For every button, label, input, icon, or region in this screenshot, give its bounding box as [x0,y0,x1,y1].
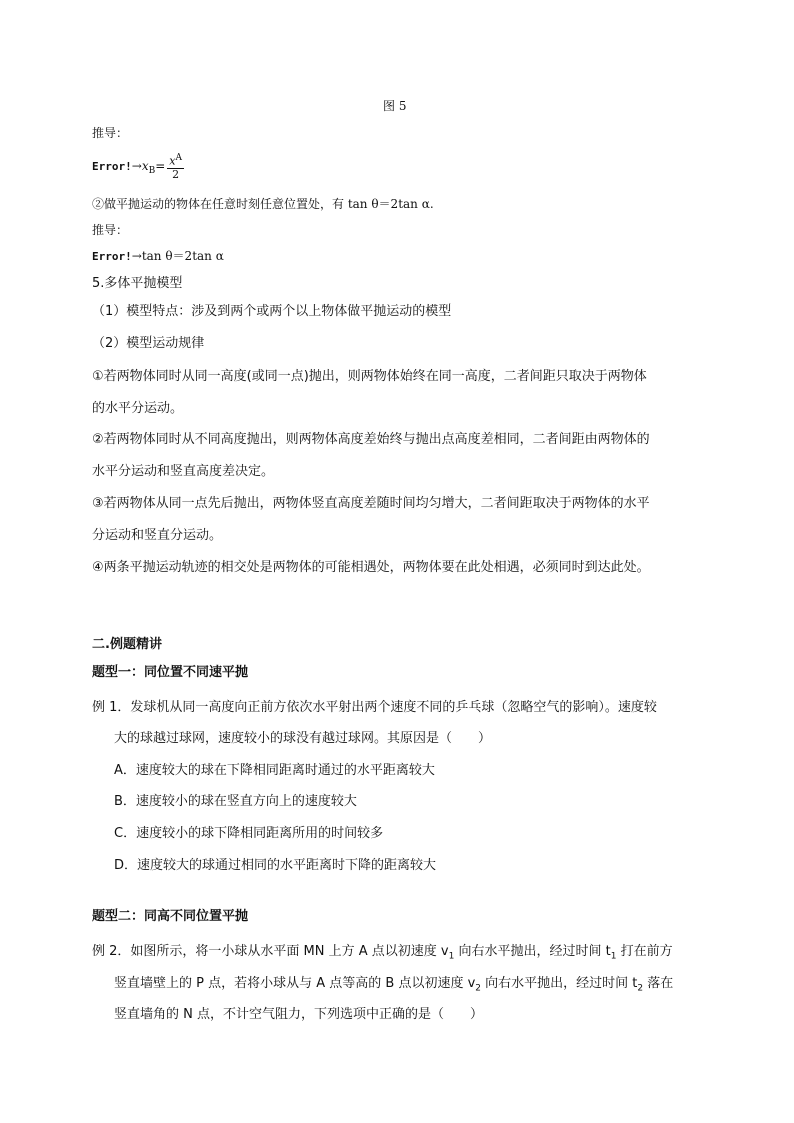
fraction-numerator-sup: A [175,153,182,163]
ex2-l2-a: 竖直墙壁上的 P 点，若将小球从与 A 点等高的 B 点以初速度 v [114,976,476,991]
option-d: D．速度较大的球通过相同的水平距离时下降的距离较大 [114,858,437,873]
rule-2-line-a: ②若两物体同时从不同高度抛出，则两物体高度差始终与抛出点高度差相同，二者间距由两物体的 [92,432,650,447]
section5-p1: （1）模型特点：涉及到两个或两个以上物体做平抛运动的模型 [92,304,452,319]
derivation-formula-1 [92,152,184,181]
fraction-numerator: x [169,154,176,168]
rule-3-line-b: 分运动和竖直分运动。 [92,528,223,543]
rule-4: ④两条平抛运动轨迹的相交处是两物体的可能相遇处，两物体要在此处相遇，必须同时到达此处。 [92,560,650,575]
figure-caption: 图 5 [383,99,407,113]
error-text-2: Error! [92,250,132,263]
ex2-l2-c: 落在 [643,976,674,991]
rule-2-line-b: 水平分运动和竖直高度差决定。 [92,464,275,479]
example1-line1: 例 1．发球机从同一高度向正前方依次水平射出两个速度不同的乒乓球（忽略空气的影响）。速度较 [92,700,657,715]
section5-p2: （2）模型运动规律 [92,336,205,351]
type2-heading: 题型二：同高不同位置平抛 [92,909,249,924]
option-b: B．速度较小的球在竖直方向上的速度较大 [114,794,357,809]
option-c: C．速度较小的球下降相同距离所用的时间较多 [114,826,384,841]
derivation-formula-2 [92,247,224,266]
error-text: Error! [92,159,132,173]
conclusion-2: ②做平抛运动的物体在任意时刻任意位置处，有 tan θ＝2tan α. [92,197,434,211]
lhs-sub: B [148,166,156,177]
fraction [167,152,184,181]
ex2-l1-sub2: 1 [610,951,617,962]
example2-line1 [92,943,673,966]
formula-2: tan θ＝2tan α [141,249,224,263]
equals-sign: = [155,158,166,173]
rule-3-line-a: ③若两物体从同一点先后抛出，两物体竖直高度差随时间均匀增大，二者间距取决于两物体的水平 [92,496,650,511]
lhs-var: x [141,158,149,173]
ex2-l1-c: 打在前方 [616,944,673,959]
section2-title: 二.例题精讲 [92,637,162,652]
example1-line2: 大的球越过球网，速度较小的球没有越过球网。其原因是（ ） [114,731,492,746]
rule-1-line-b: 的水平分运动。 [92,401,184,416]
ex2-l1-sub1: 1 [448,951,455,962]
ex2-l1-a: 例 2．如图所示，将一小球从水平面 MN 上方 A 点以初速度 v [92,944,449,959]
arrow-icon: → [131,158,142,173]
rule-1-line-a: ①若两物体同时从同一高度(或同一点)抛出，则两物体始终在同一高度，二者间距只取决于两物体 [92,369,647,384]
ex2-l2-b: 向右水平抛出，经过时间 t [481,976,638,991]
example2-line3: 竖直墙角的 N 点，不计空气阻力，下列选项中正确的是（ ） [114,1007,483,1022]
section5-title: 5.多体平抛模型 [92,276,183,291]
arrow-icon-2: → [131,249,142,263]
derivation-label-2: 推导： [92,223,129,237]
ex2-l2-sub1: 2 [475,983,482,994]
example2-line2 [114,975,673,998]
option-a: A．速度较大的球在下降相同距离时通过的水平距离较大 [114,763,435,778]
ex2-l1-b: 向右水平抛出，经过时间 t [454,944,611,959]
derivation-label-1: 推导： [92,126,129,140]
ex2-l2-sub2: 2 [637,983,644,994]
fraction-denominator: 2 [172,167,180,181]
type1-heading: 题型一：同位置不同速平抛 [92,665,249,680]
